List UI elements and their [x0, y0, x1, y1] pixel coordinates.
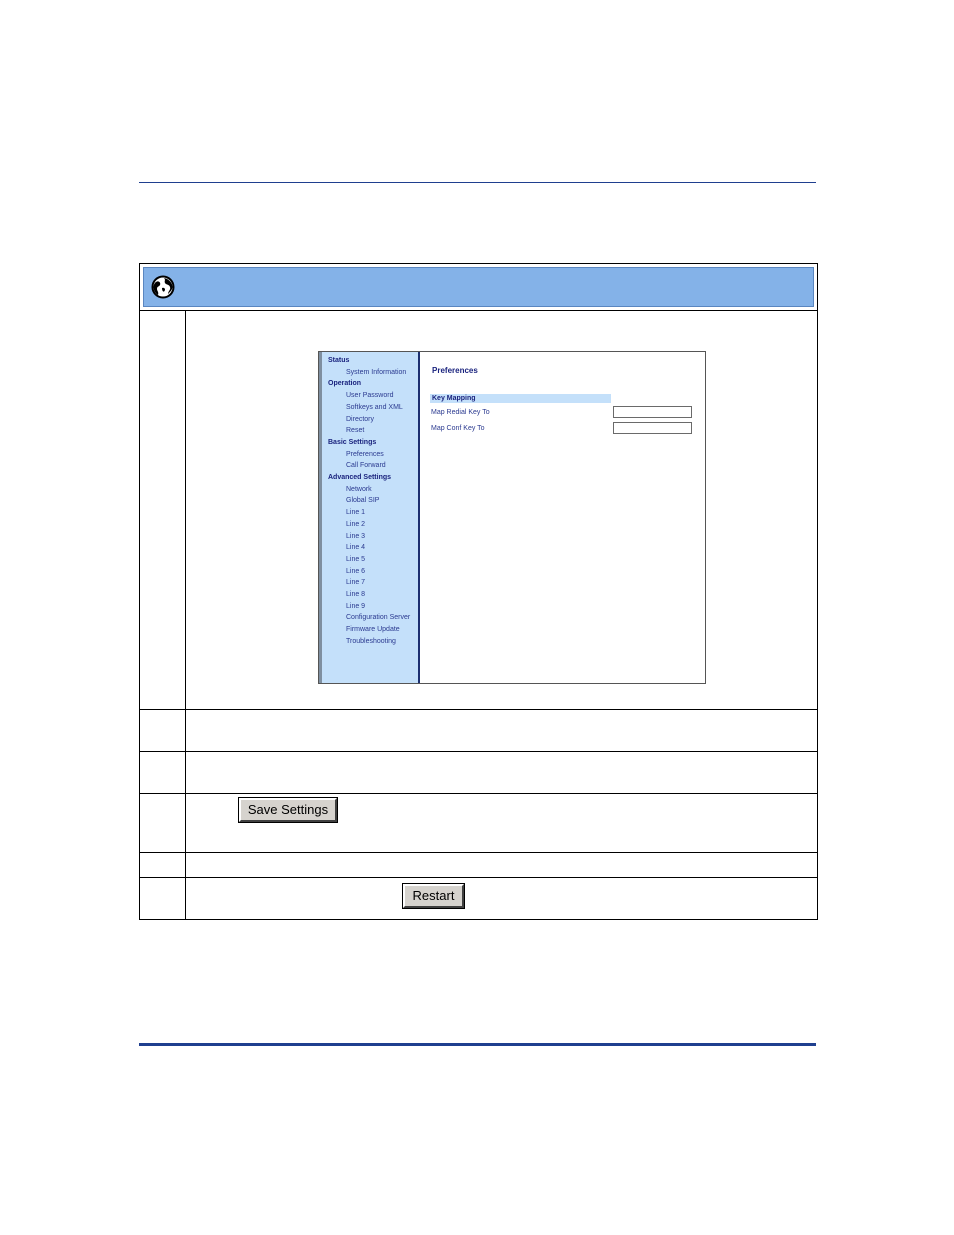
step-row-1: [139, 311, 818, 710]
step-number-cell: [140, 853, 186, 877]
section-header-key-mapping: Key Mapping: [430, 394, 611, 403]
web-ui-sidebar: [319, 352, 420, 683]
sidebar-item-line-5[interactable]: Line 5: [346, 555, 366, 563]
sidebar-item-line-1[interactable]: Line 1: [346, 509, 366, 517]
field-label-redial: Map Redial Key To: [431, 409, 490, 416]
map-redial-key-input[interactable]: [613, 406, 692, 418]
sidebar-item-line-6[interactable]: Line 6: [346, 567, 366, 575]
sidebar-item-line-4[interactable]: Line 4: [346, 544, 366, 552]
sidebar-section-advanced-settings: Advanced Settings: [328, 474, 392, 482]
step-body: [186, 794, 817, 852]
procedure-header: [139, 263, 818, 311]
sidebar-item-preferences[interactable]: Preferences: [346, 450, 384, 458]
header-bar: [143, 267, 814, 307]
sidebar-item-call-forward[interactable]: Call Forward: [346, 462, 386, 470]
top-rule: [139, 182, 816, 183]
step-row-4: [139, 794, 818, 853]
sidebar-item-firmware-update[interactable]: Firmware Update: [346, 626, 400, 634]
step-body: [186, 878, 817, 919]
sidebar-item-configuration-server[interactable]: Configuration Server: [346, 614, 411, 622]
procedure-table: [139, 263, 818, 920]
sidebar-item-line-9[interactable]: Line 9: [346, 602, 366, 610]
sidebar-item-global-sip[interactable]: Global SIP: [346, 497, 380, 505]
sidebar-item-line-2[interactable]: Line 2: [346, 520, 366, 528]
save-settings-button[interactable]: Save Settings: [239, 798, 337, 822]
sidebar-item-user-password[interactable]: User Password: [346, 392, 394, 400]
step-body: [186, 752, 817, 793]
sidebar-item-reset[interactable]: Reset: [346, 427, 365, 435]
step-row-3: [139, 752, 818, 794]
step-body: [186, 311, 817, 709]
step-row-2: [139, 710, 818, 752]
step-number-cell: [140, 878, 186, 919]
sidebar-item-line-8[interactable]: Line 8: [346, 591, 366, 599]
web-ui-main: [420, 352, 705, 683]
page-title: Preferences: [432, 366, 478, 375]
step-number-cell: [140, 710, 186, 751]
map-conf-key-input[interactable]: [613, 422, 692, 434]
sidebar-item-troubleshooting[interactable]: Troubleshooting: [346, 637, 396, 645]
restart-button[interactable]: Restart: [403, 884, 464, 908]
sidebar-item-softkeys-and-xml[interactable]: Softkeys and XML: [346, 403, 403, 411]
sidebar-item-network[interactable]: Network: [346, 485, 372, 493]
step-body: [186, 853, 817, 877]
step-number-cell: [140, 752, 186, 793]
step-row-6: [139, 878, 818, 920]
sidebar-item-line-7[interactable]: Line 7: [346, 579, 366, 587]
bottom-rule: [139, 1043, 816, 1046]
sidebar-section-basic-settings: Basic Settings: [328, 438, 377, 446]
step-body: [186, 710, 817, 751]
web-ui-screenshot: [318, 351, 706, 684]
step-row-5: [139, 853, 818, 878]
sidebar-section-status: Status: [328, 357, 350, 364]
globe-icon: [151, 275, 175, 299]
sidebar-item-system-information[interactable]: System Information: [346, 368, 407, 376]
sidebar-menu: [322, 352, 418, 648]
step-number-cell: [140, 794, 186, 852]
step-number-cell: [140, 311, 186, 709]
field-label-conf: Map Conf Key To: [431, 425, 485, 432]
sidebar-item-directory[interactable]: Directory: [346, 415, 375, 423]
sidebar-item-line-3[interactable]: Line 3: [346, 532, 366, 540]
sidebar-section-operation: Operation: [328, 380, 362, 388]
